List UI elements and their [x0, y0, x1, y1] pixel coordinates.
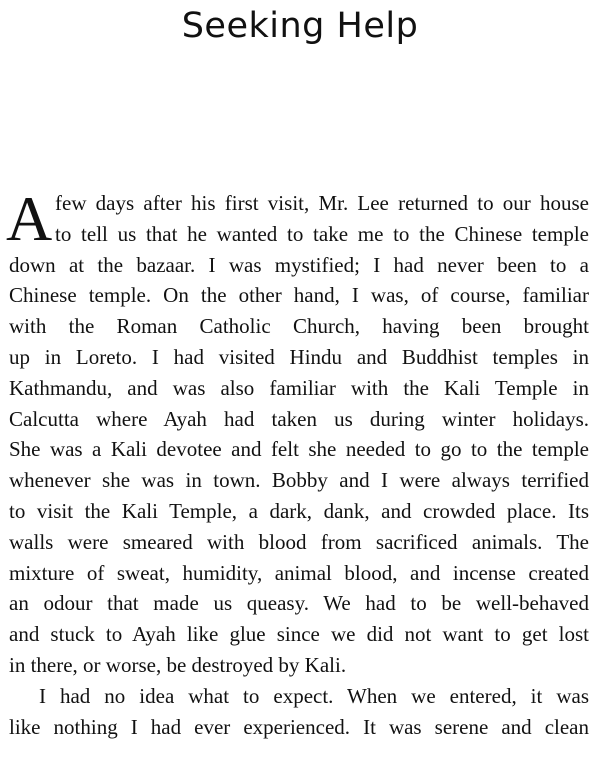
drop-cap: A [6, 183, 53, 254]
text-line: with the Roman Catholic Church, having been brought [9, 314, 589, 339]
text-line: and stuck to Ayah like glue since we did not want to get lost [9, 622, 589, 647]
text-line: Kathmandu, and was also familiar with the Kali Temple in [9, 375, 589, 400]
text-line: down at the bazaar. I was mystified; I had never been to a [9, 252, 589, 277]
paragraph-1 [6, 183, 589, 681]
text-line-content: few days after his first visit, Mr. Lee returned to our house [55, 191, 589, 215]
text-line: whenever she was in town. Bobby and I were always terrified [9, 468, 589, 493]
text-line: in there, or worse, be destroyed by Kali. [9, 652, 347, 677]
text-line: walls were smeared with blood from sacrificed animals. The [9, 529, 589, 554]
text-line: up in Loreto. I had visited Hindu and Buddhist temples in [9, 344, 589, 369]
text-line: Calcutta where Ayah had taken us during winter holidays. [9, 406, 589, 431]
text-line: like nothing I had ever experienced. It was serene and clean [9, 714, 589, 739]
text-line: to tell us that he wanted to take me to the Chinese temple [55, 221, 589, 246]
chapter-title: Seeking Help [181, 6, 419, 46]
text-line: to visit the Kali Temple, a dark, dank, and crowded place. Its [9, 498, 589, 523]
text-line: Chinese temple. On the other hand, I was, of course, familiar [9, 283, 589, 308]
body-text [6, 183, 589, 742]
text-line: mixture of sweat, humidity, animal blood, and incense created [9, 560, 589, 585]
paragraph-2 [9, 681, 589, 743]
text-line: I had no idea what to expect. When we entered, it was [39, 683, 589, 708]
text-line: She was a Kali devotee and felt she needed to go to the temple [9, 437, 589, 462]
text-line: an odour that made us queasy. We had to be well-behaved [9, 591, 589, 616]
